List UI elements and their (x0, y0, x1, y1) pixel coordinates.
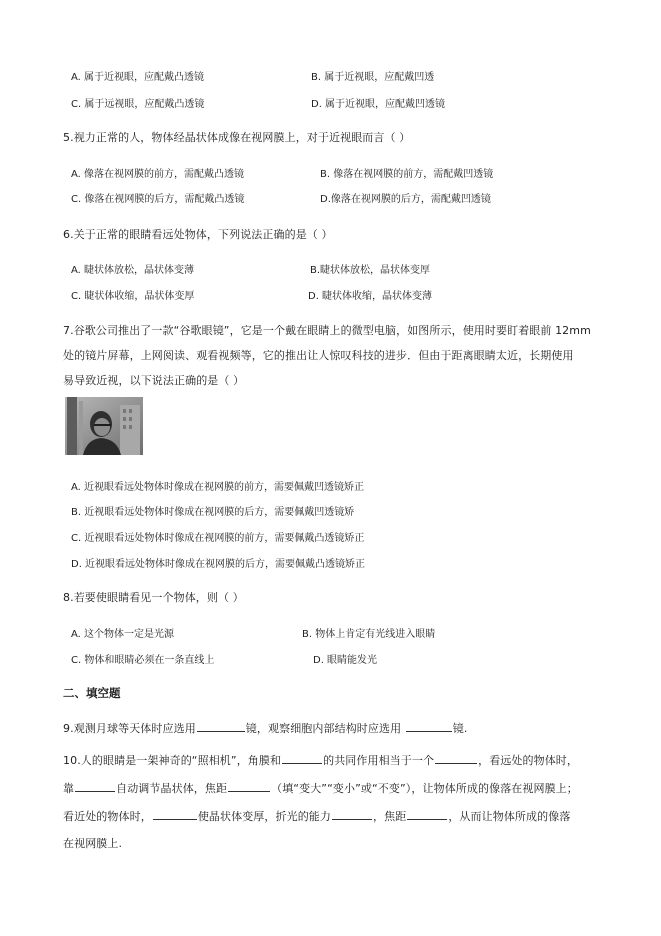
q4-option-c: C. 属于远视眼，应配戴凸透镜 (71, 99, 205, 110)
q10-l1-text-2: 的共同作用相当于一个 (323, 754, 435, 767)
q4-option-d: D. 属于近视眼，应配戴凹透镜 (311, 99, 446, 110)
q10-blank-4[interactable] (228, 782, 270, 792)
q10-l3-text-4: ，从而让物体所成的像落 (448, 810, 571, 823)
q7-option-a: A. 近视眼看远处物体时像成在视网膜的前方，需要佩戴凹透镜矫正 (71, 482, 365, 493)
q5-option-a: A. 像落在视网膜的前方，需配戴凸透镜 (71, 169, 245, 180)
q10-l2-text-2: 自动调节晶状体，焦距 (116, 782, 228, 795)
q10-blank-5[interactable] (153, 810, 197, 820)
q9-stem (63, 720, 468, 736)
q10-line2 (63, 780, 578, 796)
q8-option-c: C. 物体和眼睛必须在一条直线上 (71, 655, 215, 666)
q10-l2-text-3: （填“变大”“变小”或“不变”），让物体所成的像落在视网膜上； (271, 782, 578, 795)
q10-line1 (63, 752, 578, 768)
q10-l1-text-1: 10.人的眼睛是一架神奇的“照相机”，角膜和 (63, 754, 282, 767)
q10-l1-text-3: ，看远处的物体时， (478, 754, 578, 767)
q5-option-c: C. 像落在视网膜的后方，需配戴凸透镜 (71, 194, 245, 205)
section-heading-fill-in: 二、填空题 (63, 686, 121, 700)
q5-stem: 5.视力正常的人，物体经晶状体成像在视网膜上，对于近视眼而言（ ） (63, 131, 411, 144)
q9-text-1: 9.观测月球等天体时应选用 (63, 722, 196, 735)
q7-stem-line2: 处的镜片屏幕，上网阅读、观看视频等，它的推出让人惊叹科技的进步．但由于距离眼睛太近，长期使用 (63, 349, 574, 362)
q10-blank-7[interactable] (407, 810, 447, 820)
google-glass-photo (65, 397, 143, 455)
q10-blank-3[interactable] (75, 782, 115, 792)
q10-line3 (63, 808, 570, 824)
q8-option-a: A. 这个物体一定是光源 (71, 629, 175, 640)
q7-option-b: B. 近视眼看远处物体时像成在视网膜的后方，需要佩戴凹透镜矫 (71, 507, 355, 518)
q8-option-d: D. 眼睛能发光 (313, 655, 378, 666)
q10-blank-2[interactable] (435, 754, 477, 764)
q6-option-d: D. 睫状体收缩，晶状体变薄 (308, 291, 433, 302)
q10-l3-text-1: 看近处的物体时， (63, 810, 152, 823)
q8-stem: 8.若要使眼睛看见一个物体，则（ ） (63, 591, 244, 604)
q6-option-c: C. 睫状体收缩，晶状体变厚 (71, 291, 195, 302)
q4-option-b: B. 属于近视眼，应配戴凹透 (311, 72, 435, 83)
q6-option-a: A. 睫状体放松，晶状体变薄 (71, 265, 195, 276)
q6-stem: 6.关于正常的眼睛看远处物体，下列说法正确的是（ ） (63, 228, 333, 241)
q10-blank-6[interactable] (332, 810, 372, 820)
q5-option-b: B. 像落在视网膜的前方，需配戴凹透镜 (320, 169, 494, 180)
q5-option-d: D.像落在视网膜的后方，需配戴凹透镜 (320, 194, 491, 205)
q7-option-d: D. 近视眼看远处物体时像成在视网膜的后方，需要佩戴凸透镜矫正 (71, 559, 366, 570)
q10-l3-text-3: ，焦距 (373, 810, 407, 823)
q7-stem-line3: 易导致近视，以下说法正确的是（ ） (63, 374, 245, 387)
q9-text-2: 镜，观察细胞内部结构时应选用 (245, 722, 405, 735)
q10-blank-1[interactable] (282, 754, 322, 764)
q9-blank-2[interactable] (406, 722, 452, 732)
q7-stem-line1: 7.谷歌公司推出了一款“谷歌眼镜”，它是一个戴在眼睛上的微型电脑，如图所示，使用时要盯着眼前 12mm (63, 324, 591, 337)
q9-text-3: 镜. (452, 722, 468, 735)
q6-option-b: B.睫状体放松，晶状体变厚 (310, 265, 431, 276)
q7-option-c: C. 近视眼看远处物体时像成在视网膜的前方，需要佩戴凸透镜矫正 (71, 533, 365, 544)
q10-line4: 在视网膜上. (63, 837, 123, 850)
q10-l2-text-1: 靠 (63, 782, 75, 795)
q9-blank-1[interactable] (197, 722, 245, 732)
q10-l3-text-2: 使晶状体变厚，折光的能力 (197, 810, 332, 823)
q4-option-a: A. 属于近视眼，应配戴凸透镜 (71, 72, 205, 83)
q8-option-b: B. 物体上肯定有光线进入眼睛 (302, 629, 436, 640)
